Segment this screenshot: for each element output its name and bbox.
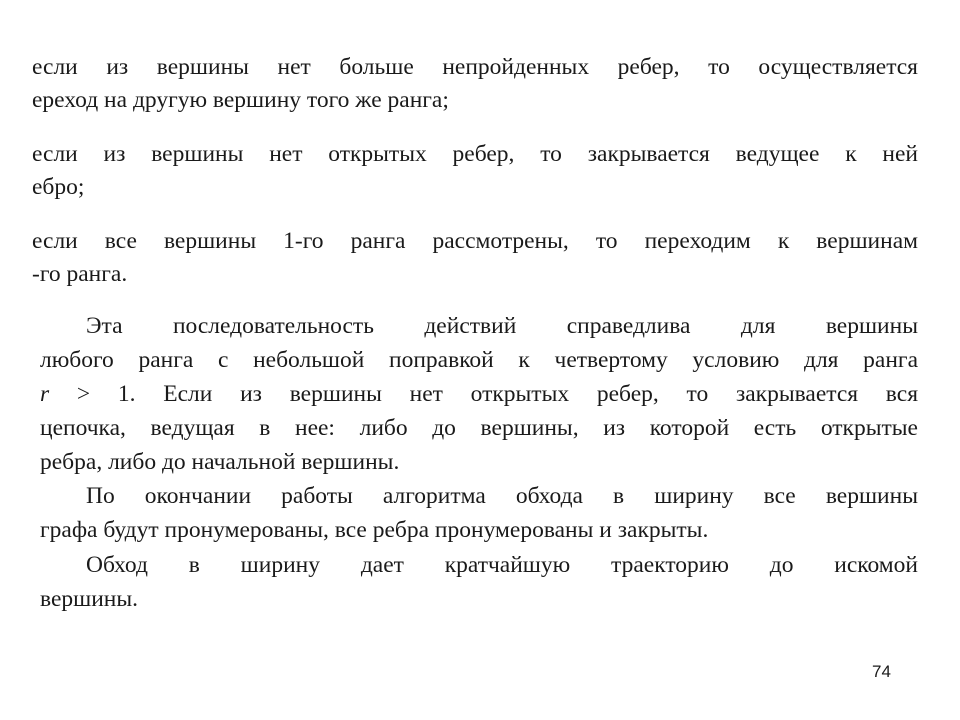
list-item	[32, 140, 918, 204]
paragraph-line: вершины.	[40, 586, 139, 612]
paragraph-line: цепочка, ведущая в нее: либо до вершины, из которой есть открытые	[40, 415, 918, 441]
paragraph	[40, 312, 918, 482]
paragraph-line: Обход в ширину дает кратчайшую траекторию до искомой	[86, 552, 918, 578]
list-item	[32, 53, 918, 117]
paragraph-line: r > 1. Если из вершины нет открытых ребер, то закрывается вся	[40, 381, 918, 407]
paragraph	[40, 551, 918, 617]
list-item-line-2: ереход на другую вершину того же ранга;	[32, 87, 449, 113]
paragraph-line: графа будут пронумерованы, все ребра пронумерованы и закрыты.	[40, 517, 709, 543]
list-item-line-1: если из вершины нет открытых ребер, то закрывается ведущее к ней	[32, 141, 918, 167]
paragraph-line: любого ранга с небольшой поправкой к четвертому условию для ранга	[40, 347, 918, 373]
paragraph-line: Эта последовательность действий справедлива для вершины	[86, 313, 918, 339]
page-number: 74	[872, 662, 891, 681]
list-item-line-2: ебро;	[32, 174, 85, 200]
paragraph-line: ребра, либо до начальной вершины.	[40, 449, 400, 475]
list-item	[32, 227, 918, 291]
list-item-line-2: -го ранга.	[32, 261, 128, 287]
list-item-line-1: если все вершины 1-го ранга рассмотрены, то переходим к вершинам	[32, 228, 918, 254]
paragraph-line: По окончании работы алгоритма обхода в ширину все вершины	[86, 483, 918, 509]
paragraph	[40, 482, 918, 548]
list-item-line-1: если из вершины нет больше непройденных ребер, то осуществляется	[32, 54, 918, 80]
